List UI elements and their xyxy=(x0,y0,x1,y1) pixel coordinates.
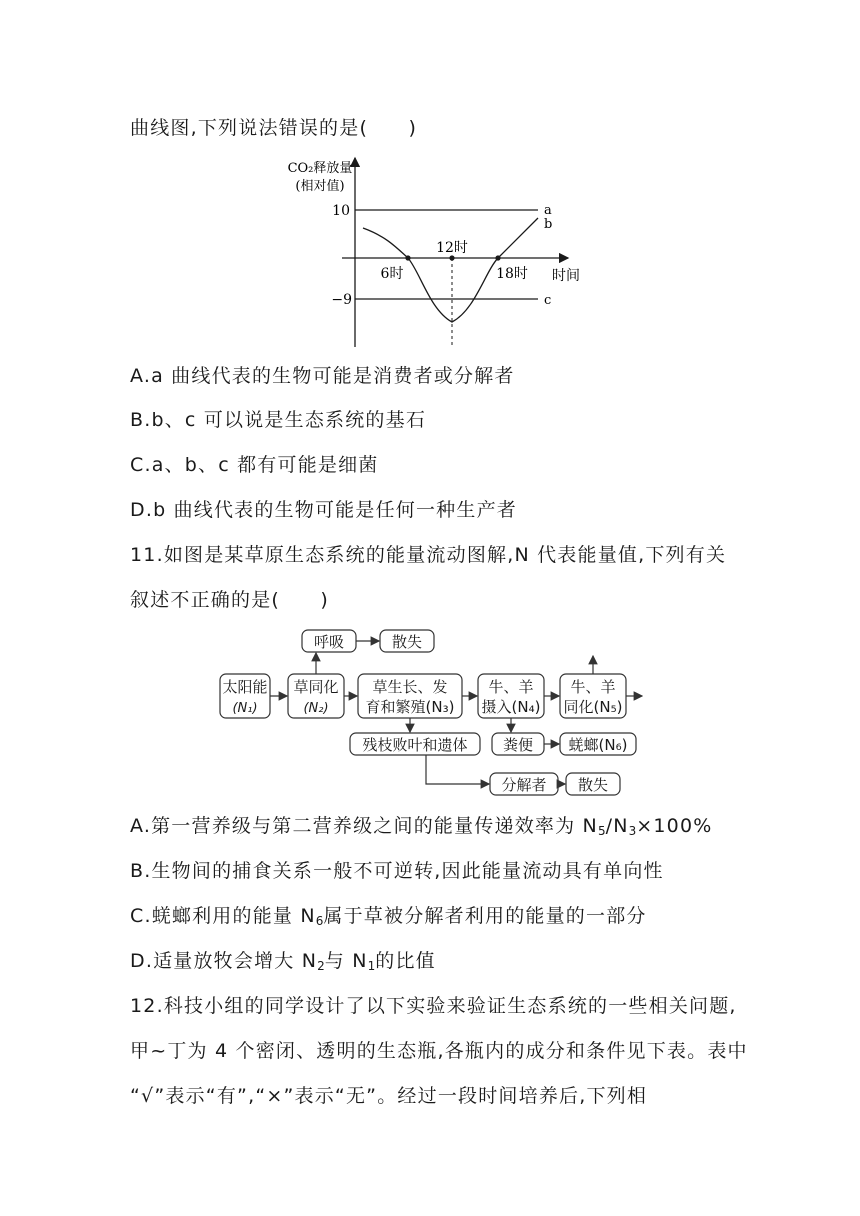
q10-option-d: D.b 曲线代表的生物可能是任何一种生产者 xyxy=(130,499,517,521)
assim-label-1: 牛、羊 xyxy=(570,678,616,696)
q11-option-d: D.适量放牧会增大 $N_2$与 $N_1$的比值 xyxy=(130,950,436,973)
label-curve-b: b xyxy=(544,217,553,232)
q12-line3: “√”表示“有”,“×”表示“无”。经过一段时间培养后,下列相 xyxy=(130,1085,648,1107)
grass-label-2: (N₂) xyxy=(303,701,329,716)
q10-option-b: B.b、c 可以说是生态系统的基石 xyxy=(130,409,427,431)
point-12h xyxy=(449,255,454,260)
growth-label-1: 草生长、发 xyxy=(372,678,448,696)
lost1-label: 散失 xyxy=(391,633,423,651)
feces-label: 粪便 xyxy=(502,736,534,754)
label-curve-a: a xyxy=(544,203,552,218)
co2-release-graph xyxy=(270,152,590,352)
label-12h: 12时 xyxy=(436,240,468,256)
label-6h: 6时 xyxy=(380,266,404,282)
y-tick-10: 10 xyxy=(332,203,350,219)
q11-option-a: A.第一营养级与第二营养级之间的能量传递效率为 $N_5/N_3\times 100\%$ xyxy=(130,815,713,838)
label-curve-c: c xyxy=(544,293,552,308)
y-axis-label-1: CO₂释放量 xyxy=(287,161,353,176)
sun-label-1: 太阳能 xyxy=(222,678,268,696)
q11-option-c: C.蜣螂利用的能量 $N_6$属于草被分解者利用的能量的一部分 xyxy=(130,905,647,928)
y-axis-label-2: (相对值) xyxy=(295,179,345,194)
energy-flow-diagram xyxy=(210,620,650,800)
q10-stem: 曲线图,下列说法错误的是( ) xyxy=(130,117,418,139)
label-18h: 18时 xyxy=(496,266,528,282)
x-axis-label: 时间 xyxy=(552,268,580,284)
sun-label-2: (N₁) xyxy=(232,701,258,716)
point-6h xyxy=(405,255,410,260)
y-tick-neg9: −9 xyxy=(331,292,352,308)
q10-option-c: C.a、b、c 都有可能是细菌 xyxy=(130,454,379,476)
beetle-label: 蜣螂(N₆) xyxy=(568,736,628,754)
assim-label-2: 同化(N₅) xyxy=(563,698,623,716)
residue-label: 残枝败叶和遗体 xyxy=(362,736,468,754)
grass-label-1: 草同化 xyxy=(293,678,339,696)
respire-label: 呼吸 xyxy=(313,633,345,651)
q11-stem-line1: 11.如图是某草原生态系统的能量流动图解,N 代表能量值,下列有关 xyxy=(130,544,727,566)
q12-line2: 甲~丁为 4 个密闭、透明的生态瓶,各瓶内的成分和条件见下表。表中 xyxy=(130,1040,748,1062)
intake-label-1: 牛、羊 xyxy=(488,678,534,696)
decomposer-label: 分解者 xyxy=(501,776,547,794)
point-18h xyxy=(495,255,500,260)
q12-line1: 12.科技小组的同学设计了以下实验来验证生态系统的一些相关问题, xyxy=(130,995,737,1017)
lost2-label: 散失 xyxy=(577,776,609,794)
q10-option-a: A.a 曲线代表的生物可能是消费者或分解者 xyxy=(130,365,515,387)
q11-option-b: B.生物间的捕食关系一般不可逆转,因此能量流动具有单向性 xyxy=(130,860,664,882)
intake-label-2: 摄入(N₄) xyxy=(481,698,541,716)
q11-stem-line2: 叙述不正确的是( ) xyxy=(130,589,330,611)
growth-label-2: 育和繁殖(N₃) xyxy=(365,698,455,716)
